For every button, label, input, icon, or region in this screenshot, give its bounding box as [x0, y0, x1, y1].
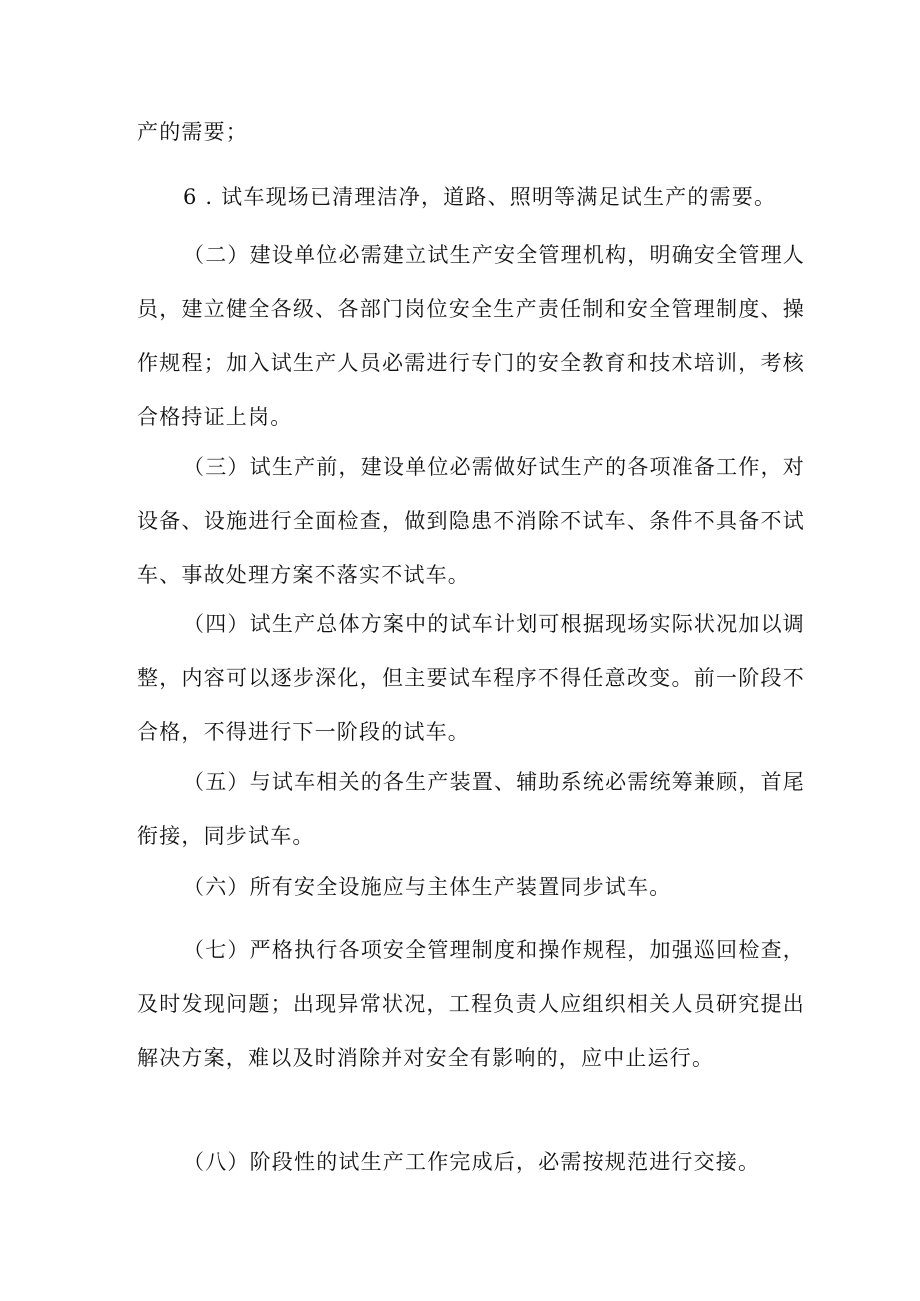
- paragraph-section-5: （五）与试车相关的各生产装置、辅助系统必需统筹兼顾，首尾衔接，同步试车。: [137, 770, 805, 848]
- paragraph-section-8: （八）阶段性的试生产工作完成后，必需按规范进行交接。: [183, 1150, 761, 1174]
- paragraph-section-2: （二）建设单位必需建立试生产安全管理机构，明确安全管理人员，建立健全各级、各部门岗位安全生产责任制和安全管理制度、操作规程；加入试生产人员必需进行专门的安全教育和技术培训，考核合格持证上岗。: [137, 243, 805, 429]
- paragraph-section-4: （四）试生产总体方案中的试车计划可根据现场实际状况加以调整，内容可以逐步深化，但主要试车程序不得任意改变。前一阶段不合格，不得进行下一阶段的试车。: [137, 612, 805, 744]
- paragraph-section-7: （七）严格执行各项安全管理制度和操作规程，加强巡回检查，及时发现问题；出现异常状况，工程负责人应组织相关人员研究提出解决方案，难以及时消除并对安全有影响的，应中止运行。: [137, 938, 805, 1070]
- paragraph-continuation: 产的需要；: [137, 120, 248, 144]
- paragraph-section-6: （六）所有安全设施应与主体生产装置同步试车。: [183, 875, 672, 899]
- paragraph-section-3: （三）试生产前，建设单位必需做好试生产的各项准备工作，对设备、设施进行全面检查，做到隐患不消除不试车、条件不具备不试车、事故处理方案不落实不试车。: [137, 455, 805, 587]
- paragraph-item-6: 6 . 试车现场已清理洁净，道路、照明等满足试生产的需要。: [183, 185, 777, 209]
